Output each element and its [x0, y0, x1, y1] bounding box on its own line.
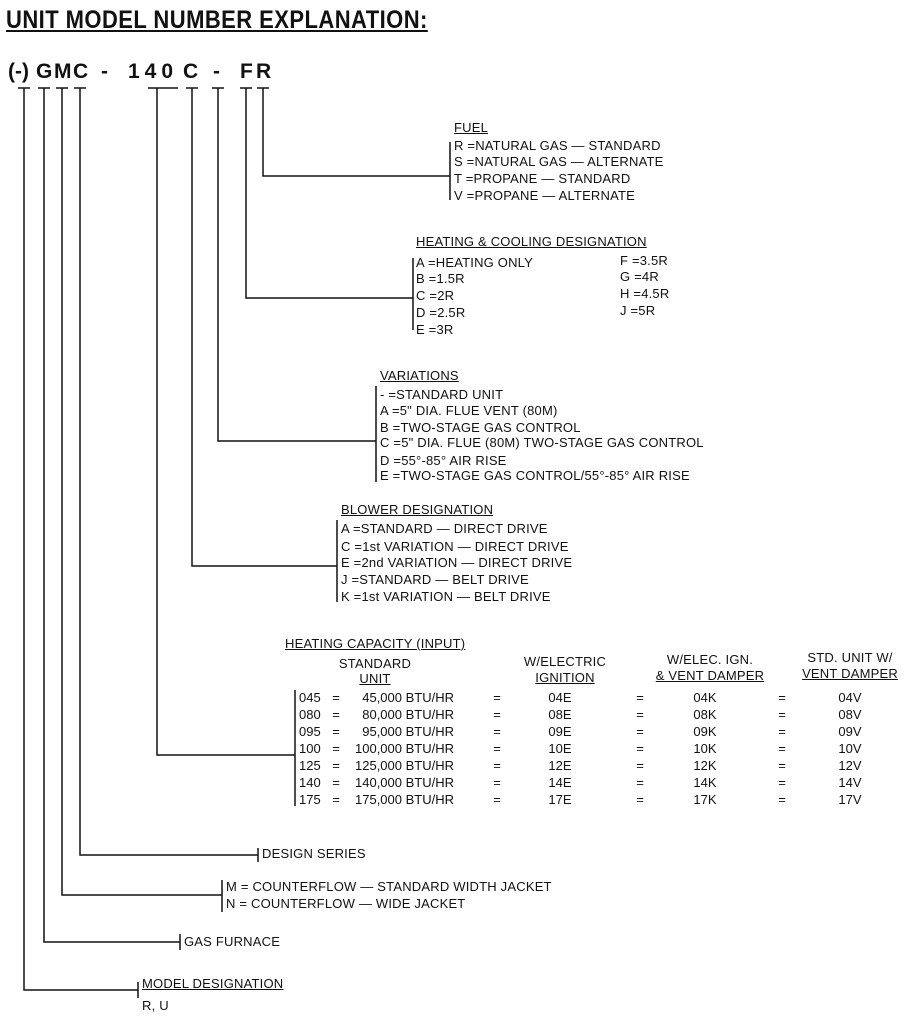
capacity-std-vent: 08V: [838, 707, 862, 722]
hc-item: C =2R: [416, 288, 455, 303]
capacity-vent-damper: 17K: [693, 792, 717, 807]
hc-item: G =4R: [620, 269, 659, 284]
capacity-std-vent: 12V: [838, 758, 862, 773]
equals-sign: =: [778, 792, 786, 807]
col-std-unit: STD. UNIT W/: [807, 650, 893, 665]
col-elec-ign: W/ELEC. IGN.: [666, 652, 754, 667]
capacity-vent-damper: 12K: [693, 758, 717, 773]
col-electric: W/ELECTRIC: [523, 654, 607, 669]
col-vent-damper: & VENT DAMPER: [655, 668, 765, 683]
gas-furnace-label: GAS FURNACE: [184, 934, 281, 949]
capacity-electric: 08E: [548, 707, 572, 722]
equals-sign: =: [332, 724, 340, 739]
equals-sign: =: [493, 741, 501, 756]
equals-sign: =: [493, 792, 501, 807]
capacity-btu: 175,000 BTU/HR: [355, 792, 454, 807]
code-prefix: (-): [8, 60, 29, 83]
capacity-electric: 17E: [548, 792, 572, 807]
variation-item: D =55°-85° AIR RISE: [380, 453, 507, 468]
capacity-electric: 10E: [548, 741, 572, 756]
equals-sign: =: [636, 707, 644, 722]
hc-item: H =4.5R: [620, 286, 670, 301]
code-variation: -: [213, 60, 220, 83]
equals-sign: =: [778, 690, 786, 705]
blower-item: A =STANDARD — DIRECT DRIVE: [341, 521, 548, 536]
capacity-vent-damper: 14K: [693, 775, 717, 790]
equals-sign: =: [778, 775, 786, 790]
code-capacity: 140: [128, 60, 179, 83]
variation-item: C =5" DIA. FLUE (80M) TWO-STAGE GAS CONTROL: [380, 435, 704, 450]
model-designation-label: MODEL DESIGNATION: [142, 976, 284, 991]
code-blower: C: [183, 60, 199, 83]
code-hc: F: [240, 60, 253, 83]
fuel-item: R =NATURAL GAS — STANDARD: [454, 138, 661, 153]
fuel-item: T =PROPANE — STANDARD: [454, 171, 631, 186]
capacity-btu: 80,000 BTU/HR: [362, 707, 454, 722]
equals-sign: =: [636, 690, 644, 705]
equals-sign: =: [636, 758, 644, 773]
equals-sign: =: [332, 792, 340, 807]
capacity-vent-damper: 08K: [693, 707, 717, 722]
fuel-item: V =PROPANE — ALTERNATE: [454, 188, 636, 203]
hc-item: A =HEATING ONLY: [416, 255, 534, 270]
capacity-heading: HEATING CAPACITY (INPUT): [285, 636, 466, 651]
equals-sign: =: [493, 758, 501, 773]
equals-sign: =: [778, 758, 786, 773]
hc-item: F =3.5R: [620, 253, 669, 268]
capacity-std-vent: 14V: [838, 775, 862, 790]
blower-item: K =1st VARIATION — BELT DRIVE: [341, 589, 551, 604]
variation-item: - =STANDARD UNIT: [380, 387, 504, 402]
capacity-code: 125: [299, 758, 321, 773]
equals-sign: =: [778, 707, 786, 722]
capacity-code: 045: [299, 690, 321, 705]
equals-sign: =: [332, 775, 340, 790]
hc-item: E =3R: [416, 322, 454, 337]
fuel-item: S =NATURAL GAS — ALTERNATE: [454, 154, 664, 169]
hc-item: J =5R: [620, 303, 656, 318]
variation-item: A =5" DIA. FLUE VENT (80M): [380, 403, 558, 418]
hc-item: D =2.5R: [416, 305, 466, 320]
capacity-code: 080: [299, 707, 321, 722]
code-m: M: [54, 60, 72, 83]
capacity-electric: 09E: [548, 724, 572, 739]
code-fuel: R: [256, 60, 272, 83]
col-std-vent: VENT DAMPER: [802, 666, 898, 681]
equals-sign: =: [636, 724, 644, 739]
capacity-btu: 95,000 BTU/HR: [362, 724, 454, 739]
col-ignition: IGNITION: [535, 670, 595, 685]
capacity-btu: 45,000 BTU/HR: [362, 690, 454, 705]
capacity-std-vent: 10V: [838, 741, 862, 756]
equals-sign: =: [778, 724, 786, 739]
capacity-vent-damper: 10K: [693, 741, 717, 756]
capacity-code: 095: [299, 724, 321, 739]
page-title: UNIT MODEL NUMBER EXPLANATION:: [6, 6, 428, 34]
capacity-std-vent: 17V: [838, 792, 862, 807]
hc-item: B =1.5R: [416, 271, 465, 286]
blower-item: J =STANDARD — BELT DRIVE: [341, 572, 529, 587]
col-unit: UNIT: [359, 671, 391, 686]
capacity-code: 175: [299, 792, 321, 807]
equals-sign: =: [493, 690, 501, 705]
capacity-btu: 100,000 BTU/HR: [355, 741, 454, 756]
fuel-heading: FUEL: [454, 120, 489, 135]
hc-heading: HEATING & COOLING DESIGNATION: [416, 234, 647, 249]
blower-item: E =2nd VARIATION — DIRECT DRIVE: [341, 555, 573, 570]
code-dash-1: -: [101, 60, 108, 83]
capacity-code: 140: [299, 775, 321, 790]
capacity-std-vent: 04V: [838, 690, 862, 705]
equals-sign: =: [493, 724, 501, 739]
variation-item: B =TWO-STAGE GAS CONTROL: [380, 420, 581, 435]
equals-sign: =: [493, 775, 501, 790]
equals-sign: =: [332, 758, 340, 773]
model-designation-values: R, U: [142, 998, 169, 1013]
capacity-std-vent: 09V: [838, 724, 862, 739]
equals-sign: =: [778, 741, 786, 756]
capacity-vent-damper: 09K: [693, 724, 717, 739]
col-standard: STANDARD: [338, 656, 412, 671]
capacity-btu: 140,000 BTU/HR: [355, 775, 454, 790]
code-g: G: [36, 60, 53, 83]
jacket-item: N = COUNTERFLOW — WIDE JACKET: [226, 896, 466, 911]
equals-sign: =: [332, 741, 340, 756]
variations-heading: VARIATIONS: [380, 368, 459, 383]
capacity-code: 100: [299, 741, 321, 756]
blower-item: C =1st VARIATION — DIRECT DRIVE: [341, 539, 569, 554]
jacket-item: M = COUNTERFLOW — STANDARD WIDTH JACKET: [226, 879, 552, 894]
equals-sign: =: [636, 775, 644, 790]
code-c: C: [73, 60, 89, 83]
blower-heading: BLOWER DESIGNATION: [341, 502, 494, 517]
capacity-btu: 125,000 BTU/HR: [355, 758, 454, 773]
capacity-vent-damper: 04K: [693, 690, 717, 705]
equals-sign: =: [332, 707, 340, 722]
equals-sign: =: [493, 707, 501, 722]
equals-sign: =: [636, 792, 644, 807]
equals-sign: =: [332, 690, 340, 705]
variation-item: E =TWO-STAGE GAS CONTROL/55°-85° AIR RISE: [380, 468, 690, 483]
capacity-electric: 04E: [548, 690, 572, 705]
design-series-label: DESIGN SERIES: [262, 846, 366, 861]
equals-sign: =: [636, 741, 644, 756]
capacity-electric: 14E: [548, 775, 572, 790]
capacity-electric: 12E: [548, 758, 572, 773]
